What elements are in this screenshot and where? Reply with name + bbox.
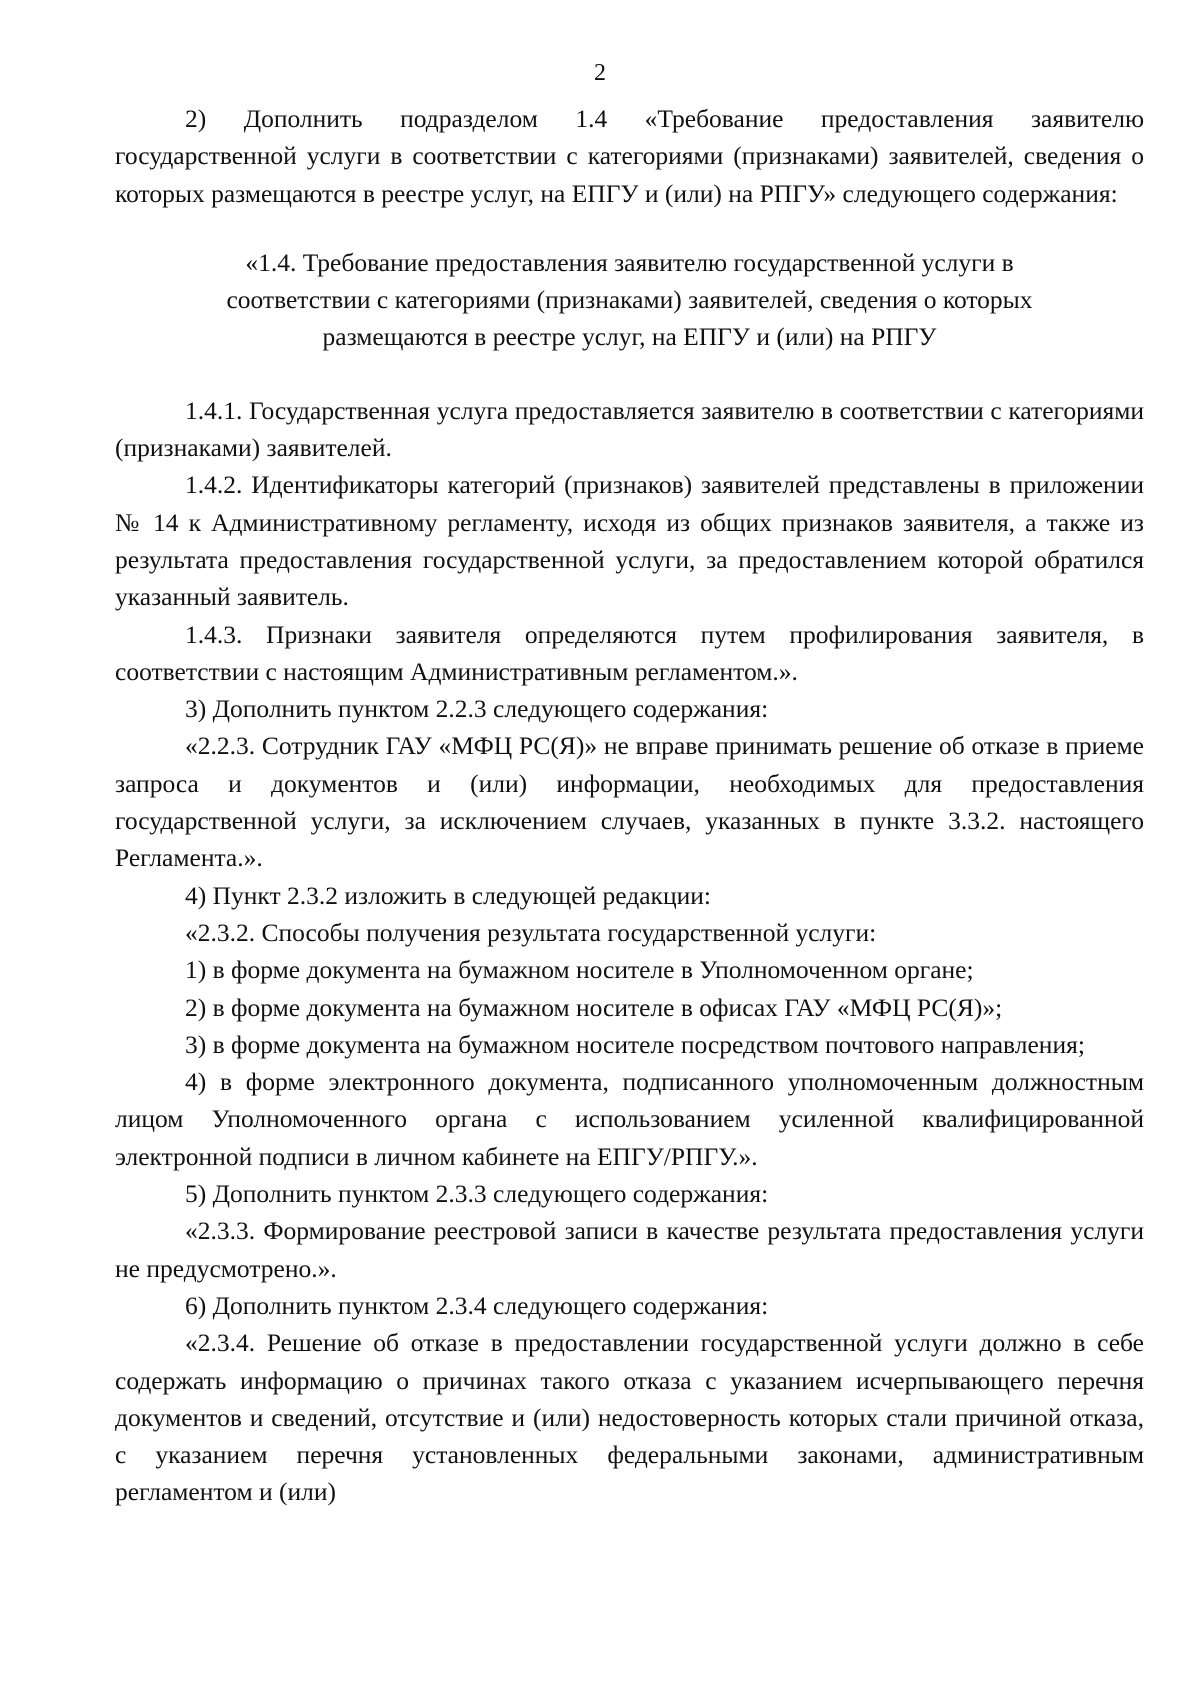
clause-2-3-3: «2.3.3. Формирование реестровой записи в качестве результата предоставления услуги не предусмотрено.». [115,1216,1144,1283]
document-body [115,100,1144,1511]
list-item-1: 1) в форме документа на бумажном носителе в Уполномоченном органе; [185,955,974,985]
clause-2-3-4: «2.3.4. Решение об отказе в предоставлении государственной услуги должно в себе содержать информацию о причинах такого отказа с указанием исчерпывающего перечня документов и сведений, отсутствие и (или) недостоверность которых стали причиной отказа, с указанием перечня установленных федеральными законами, административным регламентом и (или) [115,1328,1144,1507]
amendment-paragraph-4: 4) Пункт 2.3.2 изложить в следующей редакции: [185,880,711,910]
amendment-paragraph-3: 3) Дополнить пунктом 2.2.3 следующего содержания: [185,694,769,724]
amendment-paragraph-6: 6) Дополнить пунктом 2.3.4 следующего содержания: [185,1290,769,1320]
clause-2-3-2: «2.3.2. Способы получения результата государственной услуги: [185,917,877,947]
clause-2-2-3: «2.2.3. Сотрудник ГАУ «МФЦ РС(Я)» не вправе принимать решение об отказе в приеме запроса и документов и (или) информации, необходимых для предоставления государственной услуги, за исключением случаев, указанных в пункте 3.3.2. настоящего Регламента.». [115,731,1144,873]
page-number: 2 [594,60,606,86]
amendment-paragraph-2: 2) Дополнить подразделом 1.4 «Требование предоставления заявителю государственной услуги в соответствии с категориями (признаками) заявителей, сведения о которых размещаются в реестре услуг, на ЕПГУ и (или) на РПГУ» следующего содержания: [115,104,1144,208]
amendment-paragraph-5: 5) Дополнить пунктом 2.3.3 следующего содержания: [185,1179,769,1209]
clause-1-4-2: 1.4.2. Идентификаторы категорий (признаков) заявителей представлены в приложении № 14 к Административному регламенту, исходя из общих признаков заявителя, а также из результата предоставления государственной услуги, за предоставлением которой обратился указанный заявитель. [115,470,1144,612]
clause-1-4-3: 1.4.3. Признаки заявителя определяются путем профилирования заявителя, в соответствии с настоящим Административным регламентом.». [115,619,1144,686]
list-item-2: 2) в форме документа на бумажном носителе в офисах ГАУ «МФЦ РС(Я)»; [185,992,1003,1022]
list-item-3: 3) в форме документа на бумажном носителе посредством почтового направления; [185,1029,1085,1059]
list-item-4: 4) в форме электронного документа, подписанного уполномоченным должностным лицом Уполномоченного органа с использованием усиленной квалифицированной электронной подписи в личном кабинете на ЕПГУ/РПГУ.». [115,1067,1144,1171]
clause-1-4-1: 1.4.1. Государственная услуга предоставляется заявителю в соответствии с категориями (признаками) заявителей. [115,395,1144,463]
section-heading-1-4: «1.4. Требование предоставления заявителю государственной услуги в соответствии с категориями (признаками) заявителей, сведения о которых размещаются в реестре услуг, на ЕПГУ и (или) на РПГУ [226,247,1033,352]
